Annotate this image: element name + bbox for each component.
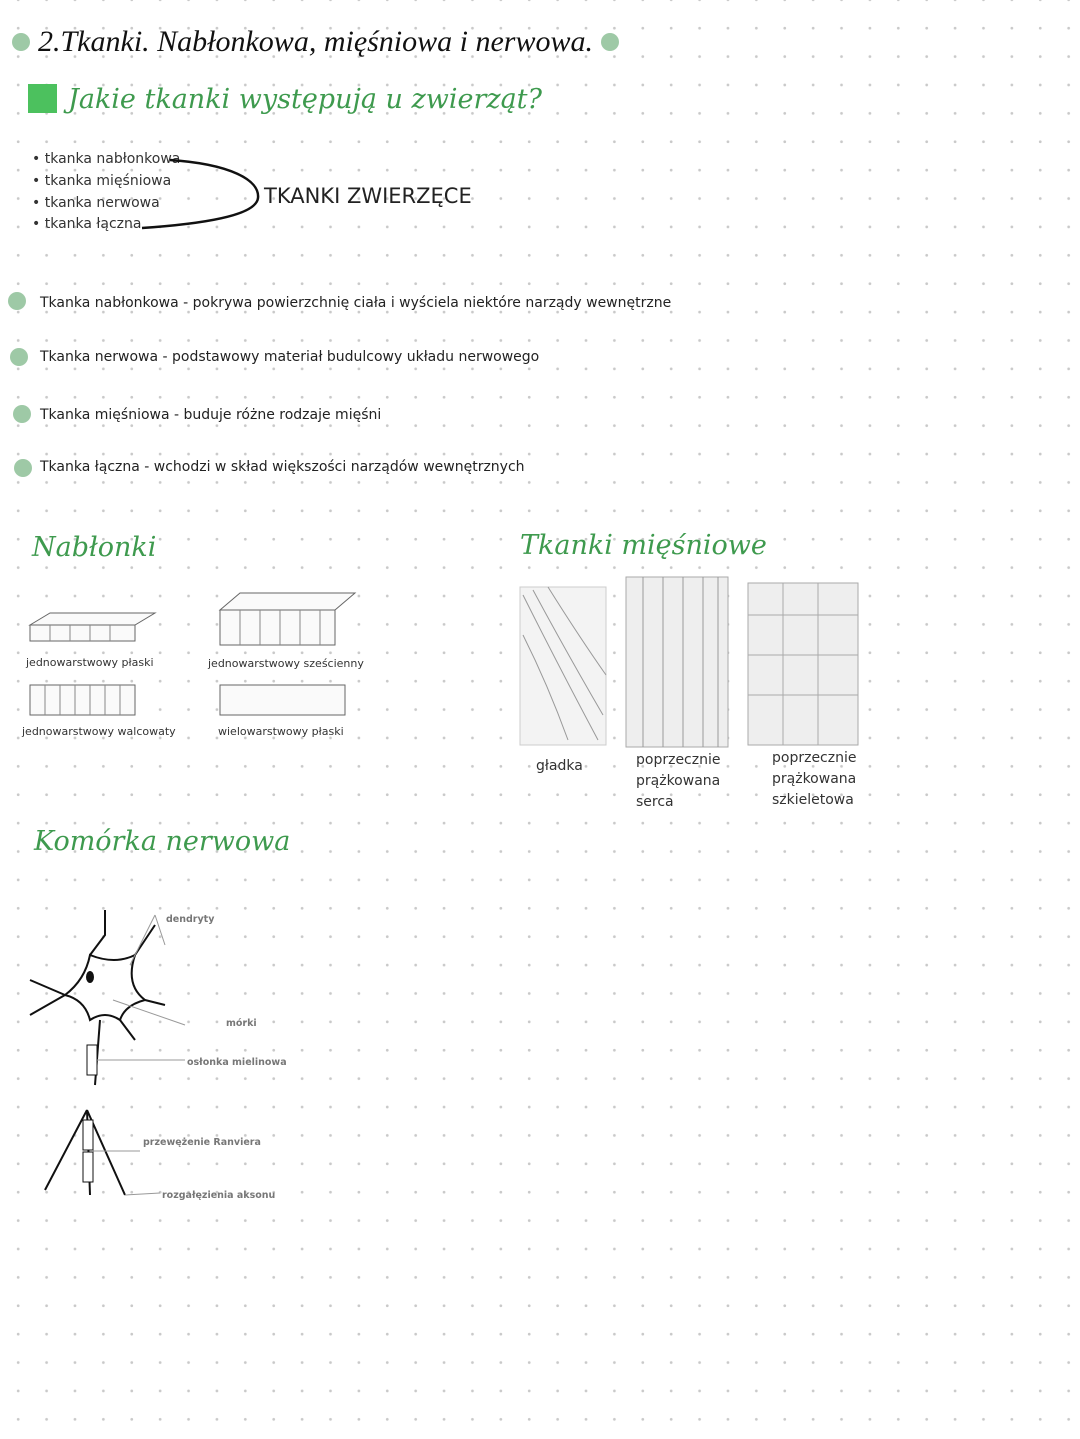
heading-square-icon [28,84,57,113]
definition-bullet [8,292,26,310]
epithelium-caption: jednowarstwowy sześcienny [208,657,364,670]
epithelia-heading: Nabłonki [32,532,157,563]
definition: Tkanka nerwowa - podstawowy materiał budulcowy układu nerwowego [40,349,540,365]
tissue-list-item: • tkanka nabłonkowa [32,151,181,167]
epithelium-caption: jednowarstwowy walcowaty [22,725,176,738]
page-title: 2.Tkanki. Nabłonkowa, mięśniowa i nerwowa. [38,25,593,58]
neuron-illustration [25,905,195,1210]
title-bullet-right [601,33,619,51]
neuron-heading: Komórka nerwowa [34,826,291,857]
muscle-caption: poprzecznie prążkowana szkieletowa [772,750,857,808]
definition: Tkanka mięśniowa - buduje różne rodzaje mięśni [40,407,382,423]
tissue-list-item: • tkanka mięśniowa [32,173,172,189]
neuron-label: osłonka mielinowa [187,1057,287,1068]
muscle-illustrations [518,575,863,750]
group-label: TKANKI ZWIERZĘCE [264,184,472,208]
definition-bullet [10,348,28,366]
definition-bullet [13,405,31,423]
title-bullet-left [12,33,30,51]
muscles-heading: Tkanki mięśniowe [520,530,767,561]
epithelium-caption: jednowarstwowy płaski [26,656,154,669]
epithelium-illustrations [20,585,360,725]
tissue-list-item: • tkanka łączna [32,216,142,232]
definition-bullet [14,459,32,477]
bracket-curve [140,150,270,235]
muscle-caption: poprzecznie prążkowana serca [636,752,721,810]
muscle-caption: gładka [536,758,583,774]
title-row [12,24,619,60]
neuron-label: rozgałęzienia aksonu [162,1190,276,1201]
neuron-label: mórki [226,1018,257,1029]
question-heading: Jakie tkanki występują u zwierząt? [68,84,543,115]
definition: Tkanka łączna - wchodzi w skład większości narządów wewnętrznych [40,459,525,475]
neuron-label: przewężenie Ranviera [143,1137,261,1148]
tissue-list-item: • tkanka nerwowa [32,195,160,211]
epithelium-caption: wielowarstwowy płaski [218,725,344,738]
definition: Tkanka nabłonkowa - pokrywa powierzchnię ciała i wyściela niektóre narządy wewnętrzne [40,295,672,311]
neuron-label: dendryty [166,914,215,925]
